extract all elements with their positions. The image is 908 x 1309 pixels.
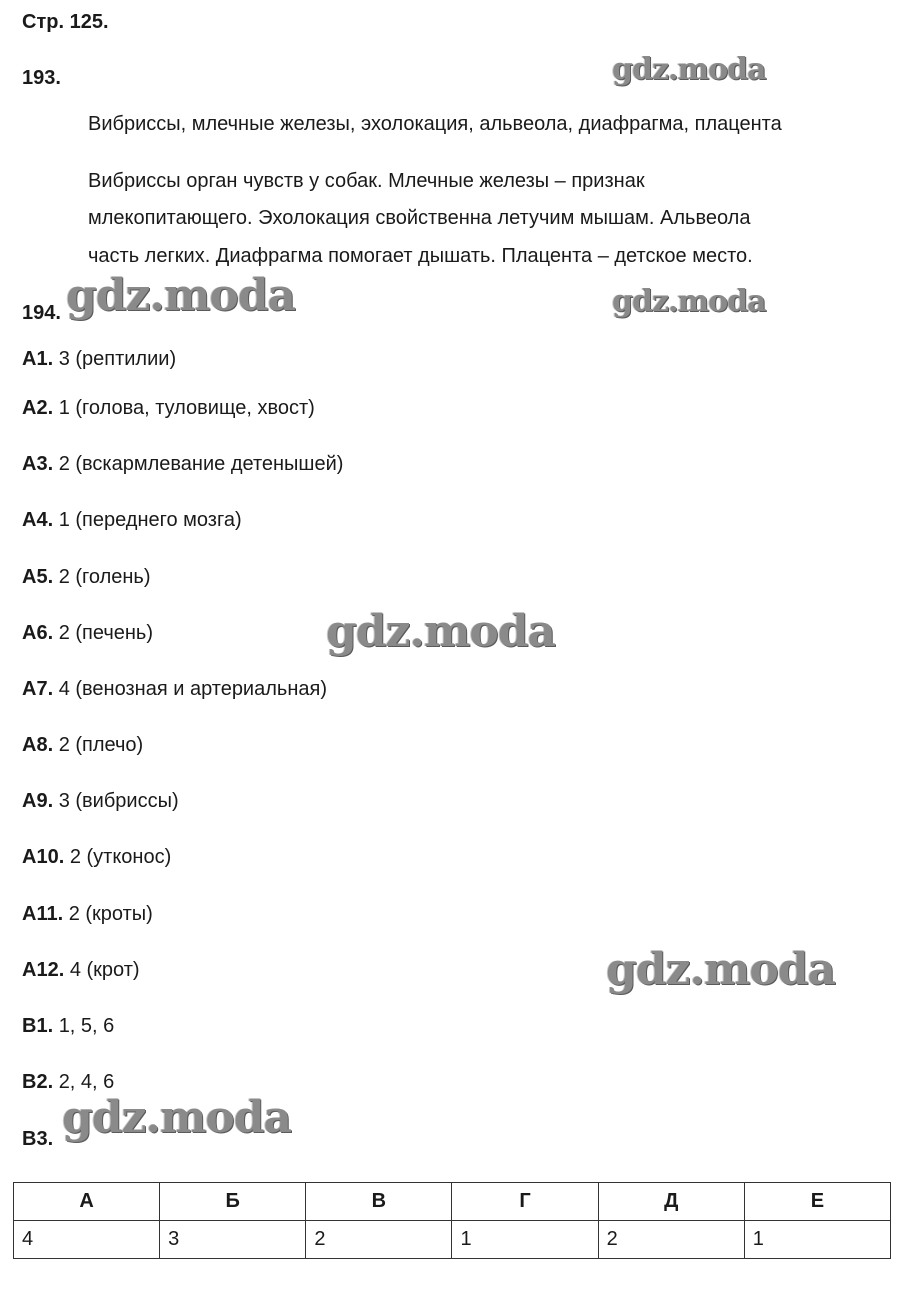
table-header-cell: Г — [452, 1183, 598, 1221]
table-header-cell: В — [306, 1183, 452, 1221]
answer-label: А8. — [22, 734, 54, 756]
answer-value: 2 (вскармлевание детенышей) — [58, 453, 344, 475]
watermark-logo: gdz.moda — [326, 606, 556, 657]
answer-a3 — [22, 452, 343, 476]
answer-a5 — [22, 565, 150, 589]
table-row — [14, 1221, 891, 1259]
answer-value: 4 (венозная и артериальная) — [58, 678, 327, 700]
answer-label: А10. — [22, 846, 65, 868]
answer-label: А2. — [22, 397, 54, 419]
answer-label: А6. — [22, 622, 54, 644]
answer-a11 — [22, 902, 153, 926]
answer-a4 — [22, 508, 242, 532]
answer-value: 2 (печень) — [58, 622, 153, 644]
answer-value: 1 (переднего мозга) — [58, 509, 242, 531]
answer-label: А9. — [22, 790, 54, 812]
answer-label: А4. — [22, 509, 54, 531]
answer-a8 — [22, 733, 143, 757]
answer-b1 — [22, 1014, 114, 1038]
answer-a12 — [22, 958, 140, 982]
answer-label: А3. — [22, 453, 54, 475]
page-reference: Стр. 125. — [22, 11, 109, 33]
answer-value: 2 (плечо) — [58, 734, 144, 756]
task-193-line-1: Вибриссы орган чувств у собак. Млечные железы – признак — [88, 170, 645, 192]
watermark-logo: gdz.moda — [606, 944, 836, 995]
answer-a10 — [22, 845, 171, 869]
table-header-cell: Д — [598, 1183, 744, 1221]
answer-a2 — [22, 396, 315, 420]
answer-b2 — [22, 1070, 114, 1094]
table-header-cell: А — [14, 1183, 160, 1221]
answer-value: 3 (рептилии) — [58, 348, 177, 370]
answer-value: 1 (голова, туловище, хвост) — [58, 397, 315, 419]
table-cell: 1 — [744, 1221, 890, 1259]
watermark-logo: gdz.moda — [66, 270, 296, 321]
table-header-cell: Б — [160, 1183, 306, 1221]
answer-value: 3 (вибриссы) — [58, 790, 179, 812]
table-header-cell: Е — [744, 1183, 890, 1221]
watermark-logo: gdz.moda — [612, 52, 766, 87]
answer-label: А7. — [22, 678, 54, 700]
answer-a1 — [22, 347, 176, 371]
answer-a6 — [22, 621, 153, 645]
b3-answer-table — [13, 1182, 891, 1259]
answer-label: В1. — [22, 1015, 54, 1037]
answer-b3-label: В3. — [22, 1128, 54, 1150]
answer-a9 — [22, 789, 179, 813]
answer-value: 2 (утконос) — [69, 846, 172, 868]
task-193-line-3: часть легких. Диафрагма помогает дышать. Плацента – детское место. — [88, 245, 753, 267]
table-header-row — [14, 1183, 891, 1221]
answer-value: 2 (голень) — [58, 566, 151, 588]
answer-value: 1, 5, 6 — [58, 1015, 115, 1037]
answer-a7 — [22, 677, 327, 701]
table-cell: 4 — [14, 1221, 160, 1259]
answer-label: А12. — [22, 959, 65, 981]
answer-value: 2, 4, 6 — [58, 1071, 115, 1093]
task-193-terms: Вибриссы, млечные железы, эхолокация, альвеола, диафрагма, плацента — [88, 113, 782, 135]
table-cell: 2 — [598, 1221, 744, 1259]
answer-label: А5. — [22, 566, 54, 588]
answer-value: 4 (крот) — [69, 959, 140, 981]
task-193-number: 193. — [22, 67, 61, 89]
watermark-logo: gdz.moda — [62, 1092, 292, 1143]
table-cell: 3 — [160, 1221, 306, 1259]
answer-value: 2 (кроты) — [68, 903, 153, 925]
answer-label: А11. — [22, 903, 64, 925]
task-193-line-2: млекопитающего. Эхолокация свойственна летучим мышам. Альвеола — [88, 207, 751, 229]
table-cell: 2 — [306, 1221, 452, 1259]
table-cell: 1 — [452, 1221, 598, 1259]
answer-label: А1. — [22, 348, 54, 370]
watermark-logo: gdz.moda — [612, 284, 766, 319]
task-194-number: 194. — [22, 302, 61, 324]
answer-label: В2. — [22, 1071, 54, 1093]
